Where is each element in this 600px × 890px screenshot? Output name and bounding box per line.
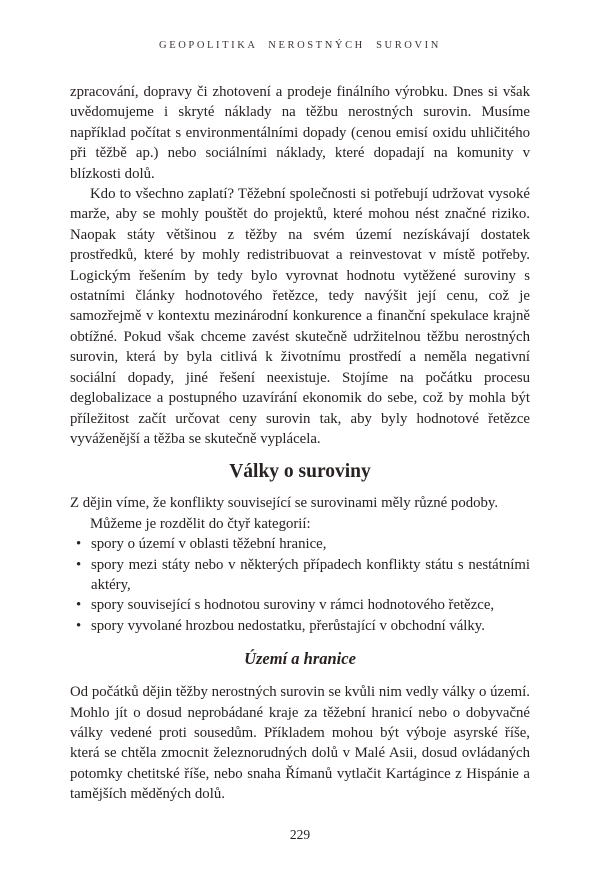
bullet-item	[70, 534, 530, 554]
subsection-title: Území a hranice	[244, 649, 356, 669]
page-number: 229	[289, 827, 311, 842]
bullet-item-text: spory související s hodnotou suroviny v rámci hodnotového řetězce,	[91, 597, 495, 614]
section-title: Války o suroviny	[229, 461, 371, 483]
bullet-marker-icon: •	[76, 536, 82, 553]
bullet-list	[70, 534, 530, 636]
body-paragraph-continuation: zpracování, dopravy či zhotovení a prodeje finálního výrobku. Dnes si však uvědomujeme i skryté náklady na těžbu nerostných surovin. Musíme například počítat s environmentálními dopady (cenou emisí oxidu uhličitého při těžbě ap.) nebo sociálními náklady, které dopadají na komunity v blízkosti dolů.	[70, 84, 530, 182]
bullet-item-text: spory o území v oblasti těžební hranice,	[91, 536, 327, 553]
body-paragraph: Můžeme je rozdělit do čtyř kategorií:	[90, 515, 311, 532]
body-paragraph: Od počátků dějin těžby nerostných surovin se kvůli nim vedly války o území. Mohlo jít o dosud neprobádané kraje za těžební hranicí nebo o dobyvačné války vedené proti sousedům. Příkladem mohou být výboje asyrské říše, která se chtěla zmocnit železnorudných dolů v Malé Asii, dosud ovládaných potomky chetitské říše, nebo snaha Římanů vytlačit Kartágince z Hispánie a tamějších měděných dolů.	[70, 684, 530, 803]
bullet-item-text: spory vyvolané hrozbou nedostatku, přerůstající v obchodní války.	[91, 617, 485, 634]
body-paragraph: Kdo to všechno zaplatí? Těžební společnosti si potřebují udržovat vysoké marže, aby se mohly pouštět do projektů, které mohou nést značné riziko. Naopak státy většinou z těžby na svém území nezískávají dostatek prostředků, které by mohly redistribuovat a reinvestovat v místě potřeby. Logickým řešením by tedy bylo vyrovnat hodnotu vytěžené suroviny s ostatními články hodnotového řetězce, tedy navýšit její cenu, což je samozřejmě v kontextu mezinárodní konkurence a finanční spekulace krajně obtížné. Pokud však chceme zavést skutečně udržitelnou těžbu nerostných surovin, která by byla citlivá k životnímu prostředí a neměla negativní sociální dopady, jiné řešení neexistuje. Stojíme na počátku procesu deglobalizace a postupného uzavírání ekonomik do sebe, což by mohla být příležitost začít určovat ceny surovin tak, aby byly hodnotové řetězce vyváženější a těžba se skutečně vyplácela.	[70, 186, 530, 447]
bullet-item	[70, 555, 530, 596]
body-paragraph: Z dějin víme, že konflikty související se surovinami měly různé podoby.	[70, 495, 499, 512]
bullet-item	[70, 616, 530, 636]
bullet-item	[70, 595, 530, 615]
bullet-marker-icon: •	[76, 617, 82, 634]
running-header: GEOPOLITIKA NEROSTNÝCH SUROVIN	[159, 40, 441, 51]
page-content	[70, 82, 530, 805]
bullet-marker-icon: •	[76, 556, 82, 573]
bullet-item-text: spory mezi státy nebo v některých případech konflikty státu s nestátními aktéry,	[91, 556, 530, 593]
bullet-marker-icon: •	[76, 597, 82, 614]
